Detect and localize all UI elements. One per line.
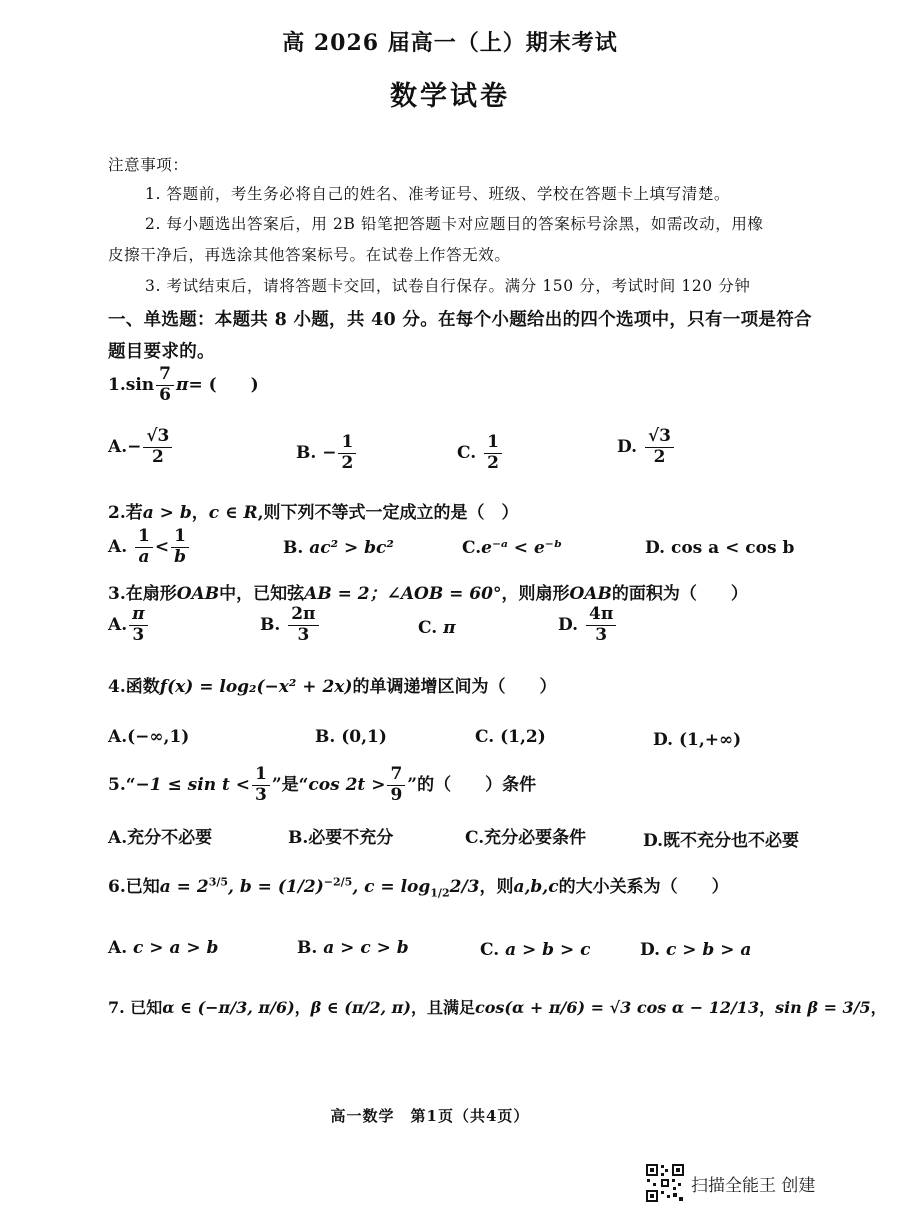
q2-separator: ，	[191, 503, 209, 523]
option-fraction	[288, 606, 318, 645]
q1-fraction	[156, 366, 174, 405]
q3-option-d	[558, 606, 618, 645]
question-4-stem	[108, 672, 556, 697]
q2-stem-a: 2.若	[108, 503, 143, 523]
question-5-stem	[108, 766, 536, 805]
q6-c-argument: 2/3	[449, 877, 480, 897]
q4-option-c	[475, 727, 546, 747]
question-3-stem	[108, 579, 748, 604]
frac-num: 1	[171, 528, 189, 548]
q7-stem-a: 7. 已知	[108, 998, 163, 1017]
frac-num: 1	[252, 766, 270, 786]
q6-b-expr: , b = (1/2)	[228, 877, 324, 897]
q5-fraction-1	[252, 766, 270, 805]
q6-variables: a,b,c	[513, 877, 559, 897]
q4-function: f(x) = log₂(−x² + 2x)	[159, 677, 353, 697]
notice-item-2: 2. 每小题选出答案后，用 2B 铅笔把答题卡对应题目的答案标号涂黑，如需改动，用橡	[145, 215, 764, 233]
option-label: D.	[640, 940, 661, 960]
q6-a-expr: a = 2	[159, 877, 209, 897]
q2-condition-2: c ∈ R	[208, 503, 258, 523]
notice-item-1: 1. 答题前，考生务必将自己的姓名、准考证号、班级、学校在答题卡上填写清楚。	[145, 185, 731, 203]
option-fraction	[143, 428, 172, 467]
question-1-stem	[108, 366, 259, 405]
q4-option-d	[653, 730, 741, 750]
q1-frac-num: 7	[156, 366, 174, 386]
frac-num: 1	[484, 434, 502, 454]
q3-stem-b: 中，已知弦	[219, 584, 305, 604]
scanner-watermark	[645, 1163, 815, 1203]
option-label: D.	[617, 436, 638, 457]
frac-den: 2	[487, 452, 499, 473]
q3-option-b	[260, 606, 321, 645]
q6-stem-c: 的大小关系为（ ）	[558, 877, 729, 897]
option-fraction	[586, 606, 616, 645]
q3-stem-a: 3.在扇形	[108, 584, 177, 604]
option-interval: (1,+∞)	[678, 730, 742, 750]
option-expression: c > a > b	[133, 938, 219, 958]
option-label: C.	[418, 618, 438, 638]
option-relation: <	[154, 536, 170, 557]
option-label: B.	[296, 442, 317, 463]
q1-option-c	[457, 434, 504, 473]
q5-tail: ”的（ ）条件	[407, 774, 537, 795]
option-label: A.	[108, 938, 128, 958]
option-label: B.	[283, 538, 304, 558]
q4-option-a	[108, 727, 189, 747]
frac-num: 1	[135, 528, 153, 548]
exam-title: 高 2026 届高一（上）期末考试	[282, 30, 618, 56]
option-label: A.	[108, 614, 128, 635]
q2-option-d	[645, 538, 794, 558]
option-label: A.	[108, 436, 128, 457]
option-expression: π	[443, 618, 456, 638]
option-fraction	[338, 434, 356, 473]
q3-stem-c: ，则扇形	[501, 584, 570, 604]
q1-frac-den: 6	[159, 384, 171, 405]
q1-pi: π	[175, 374, 189, 395]
option-expression: a > b > c	[505, 940, 591, 960]
q3-sector-name-2: OAB	[569, 584, 612, 604]
frac-den: 3	[132, 624, 145, 645]
frac-den: a	[138, 546, 150, 567]
q7-condition: cos(α + π/6) = √3 cos α − 12/13	[474, 998, 760, 1017]
option-interval: (−∞,1)	[127, 727, 190, 747]
option-label: C.	[475, 727, 495, 747]
q2-option-c	[462, 538, 562, 558]
frac-den: 2	[653, 446, 666, 467]
frac-num: 4π	[586, 606, 616, 626]
option-interval: (1,2)	[500, 727, 546, 747]
q6-stem-b: ，则	[479, 877, 514, 897]
frac-den: 3	[255, 784, 267, 805]
q5-option-d: D.既不充分也不必要	[643, 831, 800, 851]
frac-num: 1	[338, 434, 356, 454]
option-label: C.	[462, 538, 482, 558]
option-label: A.	[108, 536, 128, 557]
q1-number: 1.	[108, 374, 126, 395]
q6-stem-a: 6.已知	[108, 877, 160, 897]
q3-option-c	[418, 618, 456, 638]
q7-sin-beta: sin β = 3/5	[775, 998, 871, 1017]
notice-item-2-cont: 皮擦干净后，再选涂其他答案标号。在试卷上作答无效。	[108, 246, 511, 264]
notice-heading: 注意事项：	[108, 156, 189, 174]
q6-option-a	[108, 938, 218, 958]
q7-alpha-range: α ∈ (−π/3, π/6)	[162, 998, 295, 1017]
q6-c-expr: , c = log	[352, 877, 431, 897]
question-2-stem	[108, 498, 519, 523]
option-label: B.	[297, 938, 318, 958]
section-heading-line1: 一、单选题：本题共 8 小题，共 40 分。在每个小题给出的四个选项中，只有一项是符合	[108, 310, 812, 330]
q5-option-c: C.充分必要条件	[465, 828, 587, 848]
option-label: D.	[558, 614, 579, 635]
option-expression: a > c > b	[323, 938, 409, 958]
frac-num: √3	[645, 428, 674, 448]
frac-num: √3	[143, 428, 172, 448]
q6-a-exponent: 3/5	[208, 875, 229, 889]
q5-condition-1: −1 ≤ sin t <	[135, 774, 251, 795]
frac-den: b	[174, 546, 187, 567]
q1-tail: = ( )	[188, 374, 259, 395]
q3-stem-d: 的面积为（ ）	[611, 584, 748, 604]
q3-option-a	[108, 606, 150, 645]
option-label: C.	[457, 442, 477, 463]
option-expression: c > b > a	[665, 940, 752, 960]
option-expression: ac² > bc²	[309, 538, 394, 558]
q5-connector: ”是“	[271, 774, 309, 795]
q1-option-d	[617, 428, 676, 467]
q6-option-b	[297, 938, 409, 958]
q1-option-a	[108, 428, 174, 467]
option-sign: −	[322, 442, 337, 463]
q4-option-b	[315, 727, 387, 747]
q7-sep-1: ，	[294, 998, 311, 1017]
frac-den: 3	[595, 624, 608, 645]
q2-option-a	[108, 528, 191, 567]
option-fraction-1	[135, 528, 153, 567]
option-fraction	[129, 606, 147, 645]
frac-num: π	[129, 606, 147, 626]
option-label: A.	[108, 727, 128, 747]
section-heading-line2: 题目要求的。	[108, 342, 215, 362]
option-interval: (0,1)	[341, 727, 387, 747]
option-label: B.	[260, 614, 281, 635]
frac-num: 7	[387, 766, 405, 786]
q7-stem-b: ，且满足	[410, 998, 475, 1017]
q7-sep-2: ，	[759, 998, 776, 1017]
q7-tail: ，	[870, 998, 887, 1017]
q5-fraction-2	[387, 766, 405, 805]
option-label: C.	[480, 940, 500, 960]
option-fraction	[645, 428, 674, 467]
option-expression: e⁻ᵃ < e⁻ᵇ	[481, 538, 563, 558]
q5-option-a: A.充分不必要	[108, 828, 213, 848]
question-7-stem	[108, 995, 887, 1018]
frac-den: 2	[341, 452, 354, 473]
q6-option-d	[640, 940, 751, 960]
q5-option-b: B.必要不充分	[288, 828, 394, 848]
q7-beta-range: β ∈ (π/2, π)	[310, 998, 411, 1017]
question-6-stem	[108, 872, 729, 899]
frac-den: 9	[390, 784, 403, 805]
q6-option-c	[480, 940, 591, 960]
qr-code-icon	[645, 1163, 685, 1203]
q2-condition-1: a > b	[142, 503, 192, 523]
q6-c-base: 1/2	[430, 886, 450, 900]
frac-den: 3	[297, 624, 310, 645]
frac-num: 2π	[288, 606, 318, 626]
option-fraction	[484, 434, 502, 473]
q2-stem-b: ,则下列不等式一定成立的是（ ）	[257, 503, 519, 523]
option-sign: −	[127, 436, 142, 457]
q4-stem-b: 的单调递增区间为（ ）	[352, 677, 557, 697]
exam-subject-title: 数学试卷	[390, 81, 510, 112]
q6-b-exponent: −2/5	[323, 875, 353, 889]
q3-condition: AB = 2；∠AOB = 60°	[304, 584, 502, 604]
q5-condition-2: cos 2t >	[308, 774, 386, 795]
option-label: D.	[645, 538, 666, 558]
q1-option-b	[296, 434, 358, 473]
option-expression: cos a < cos b	[670, 538, 795, 558]
q4-stem-a: 4.函数	[108, 677, 160, 697]
q5-quote-open: “	[125, 774, 136, 795]
watermark-text: 扫描全能王 创建	[691, 1175, 816, 1196]
q3-sector-name: OAB	[176, 584, 220, 604]
frac-den: 2	[151, 446, 164, 467]
page-footer: 高一数学 第1页（共4页）	[330, 1107, 530, 1125]
q1-function: sin	[125, 374, 155, 395]
notice-item-3: 3. 考试结束后，请将答题卡交回，试卷自行保存。满分 150 分，考试时间 120 分钟	[145, 277, 751, 295]
q2-option-b	[283, 538, 394, 558]
option-label: D.	[653, 730, 674, 750]
option-label: B.	[315, 727, 336, 747]
q5-number: 5.	[108, 774, 126, 795]
option-fraction-2	[171, 528, 189, 567]
